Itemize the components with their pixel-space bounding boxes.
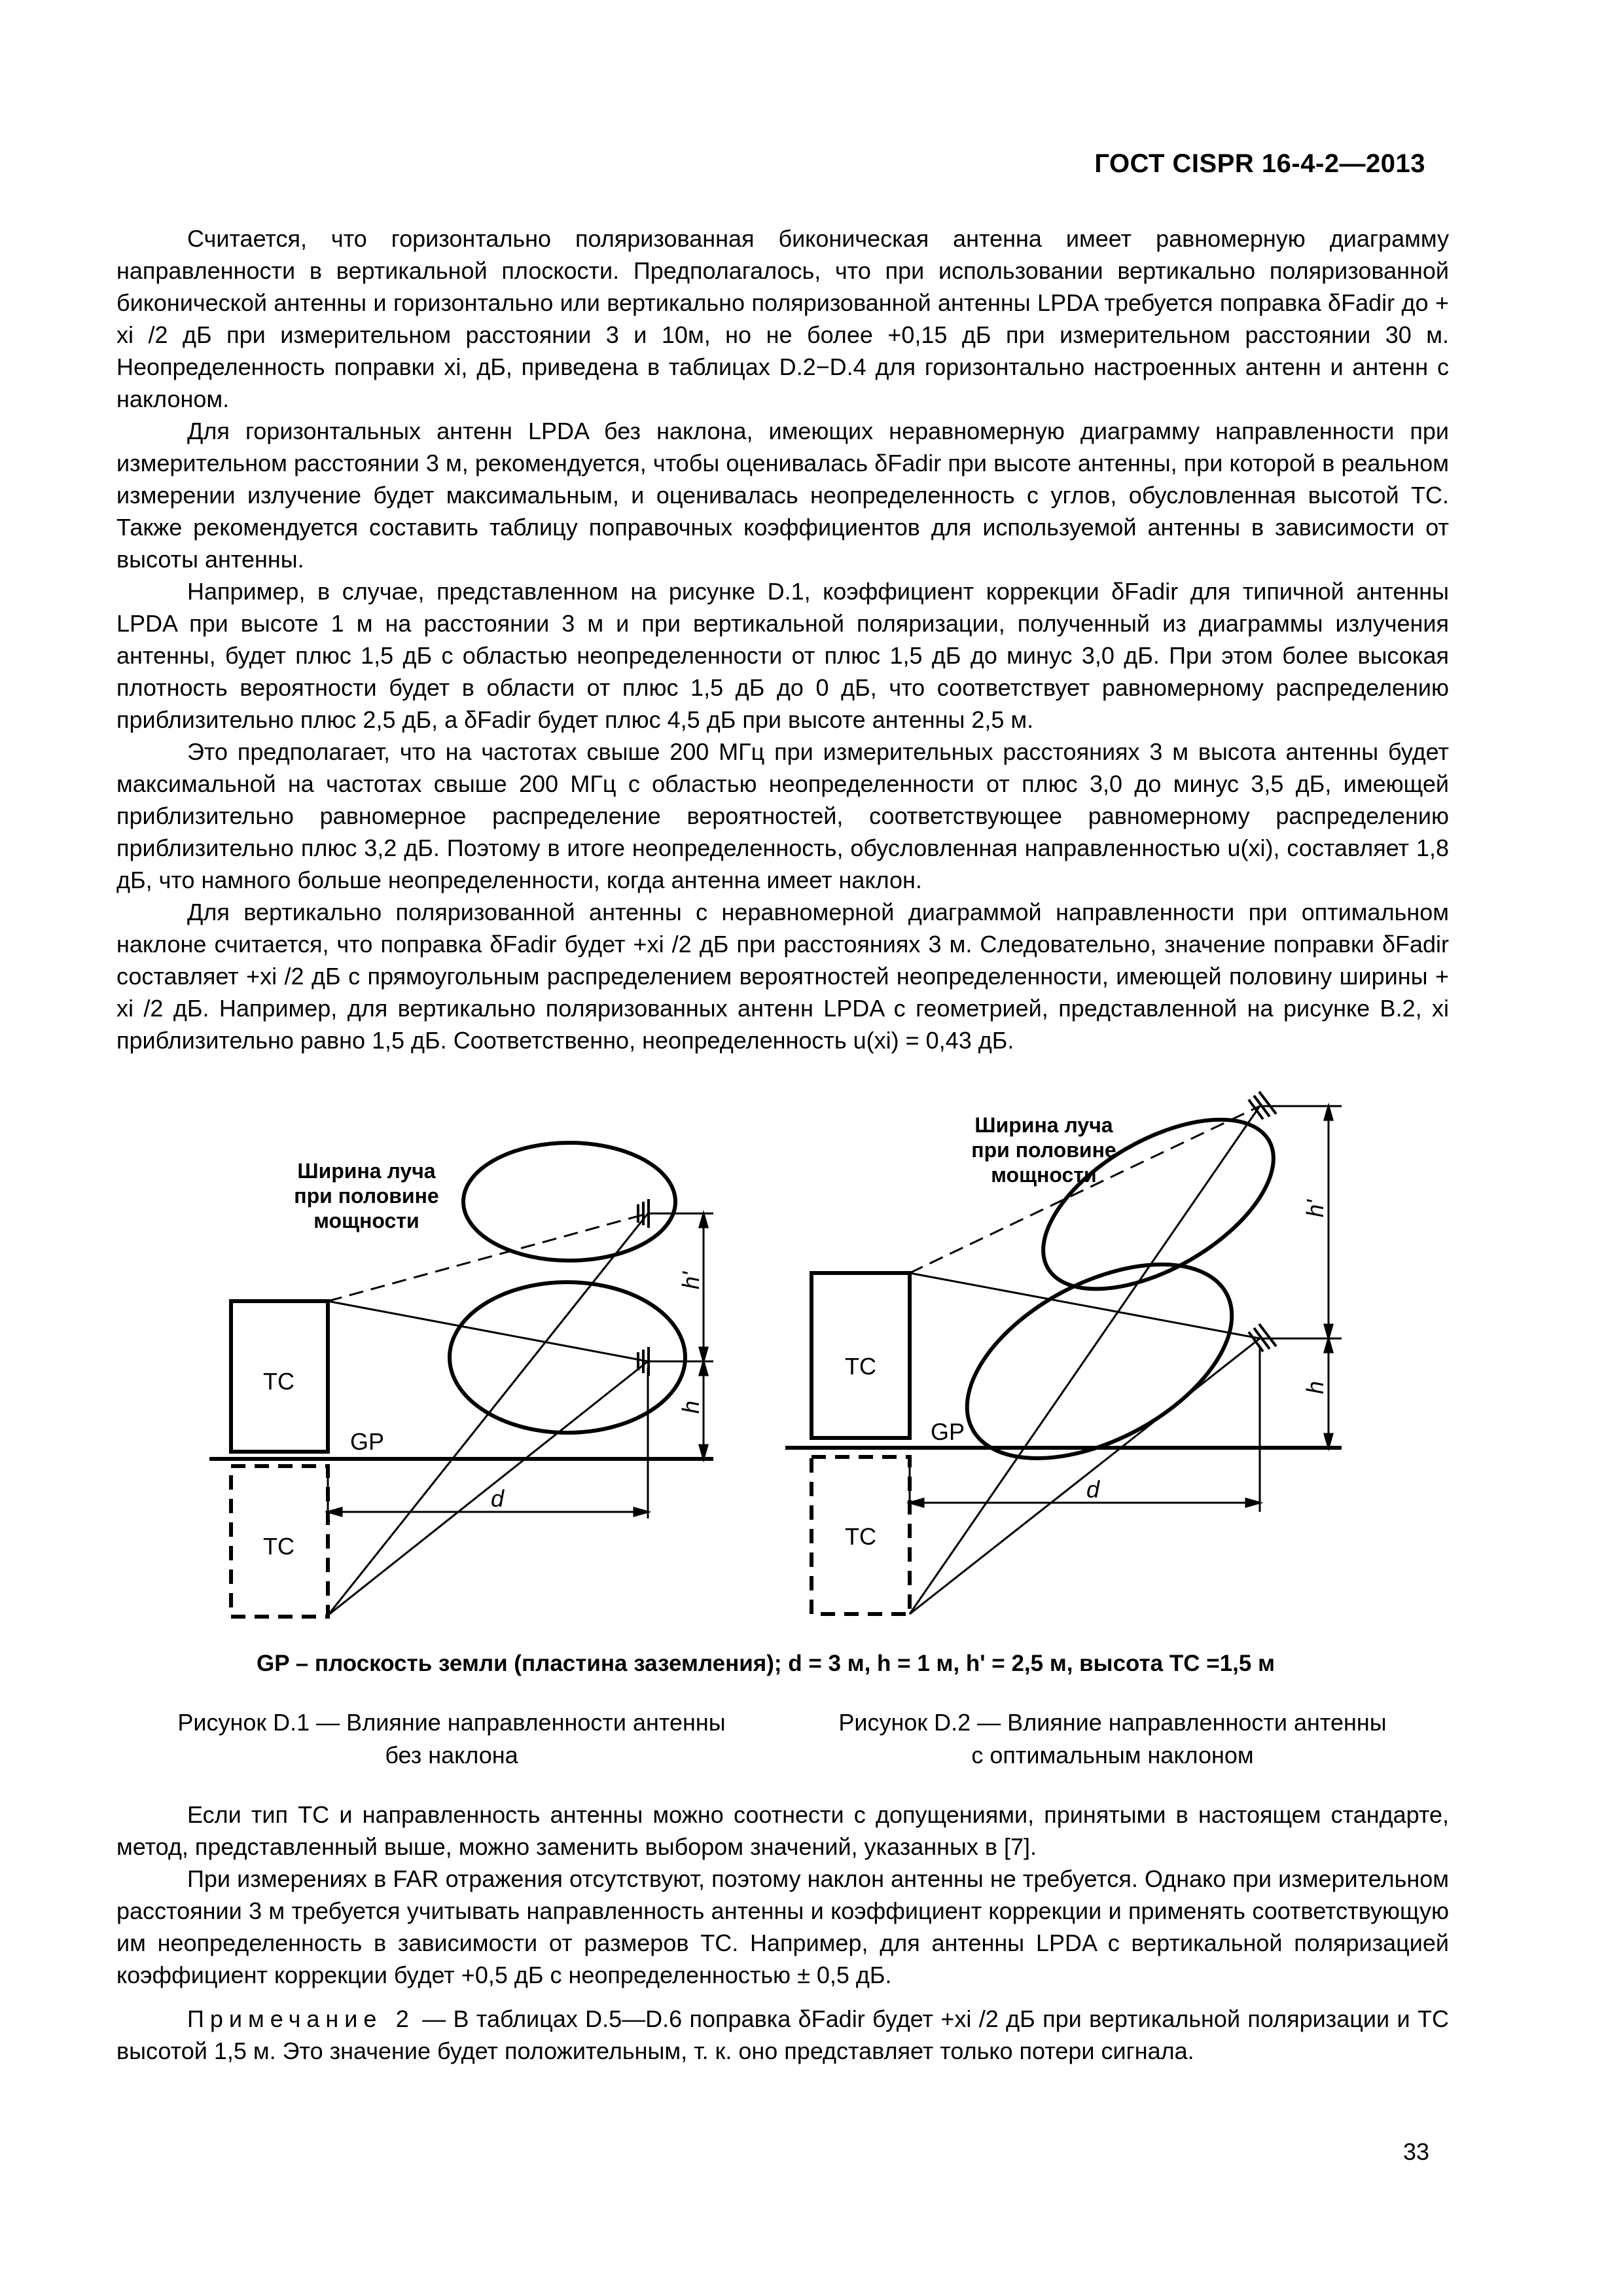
beam-width-label-2-line1: Ширина луча xyxy=(974,1113,1113,1137)
note-text: — В таблицах D.5—D.6 поправка δFadir будет +xi /2 дБ при вертикальной поляризации и ТС высотой 1,5 м. Это значение будет положительным, т. к. оно представляет только потери сигнала. xyxy=(116,2005,1449,2064)
h-label: h xyxy=(677,1400,704,1414)
d-label: d xyxy=(491,1485,505,1512)
figure-d1-caption xyxy=(124,1706,779,1772)
paragraph-2: Для горизонтальных антенн LPDA без наклона, имеющих неравномерную диаграмму направленности при измерительном расстоянии 3 м, рекомендуется, чтобы оценивалась δFadir при высоте антенны, при которой в реальном измерении излучение будет максимальным, и оценивалась неопределенность с углов, обусловленная высотой ТС. Также рекомендуется составить таблицу поправочных коэффициентов для используемой антенны в зависимости от высоты антенны. xyxy=(116,418,1449,573)
figure-d2-lines xyxy=(910,1092,1342,1614)
note-paragraph xyxy=(116,2003,1449,2067)
paragraph-3: Например, в случае, представленном на рисунке D.1, коэффициент коррекции δFadir для типичной антенны LPDA при высоте 1 м на расстоянии 3 м и при вертикальной поляризации, полученный из диаграммы излучения антенны, будет плюс 1,5 дБ с областью неопределенности от плюс 1,5 дБ до минус 3,0 дБ. При этом более высокая плотность вероятности будет в области от плюс 1,5 дБ до 0 дБ, что соответствует равномерному распределению приблизительно плюс 2,5 дБ, а δFadir будет плюс 4,5 дБ при высоте антенны 2,5 м. xyxy=(116,578,1449,733)
beam-width-label-2-line2: при половине xyxy=(971,1138,1116,1162)
document-header: ГОСТ CISPR 16-4-2—2013 xyxy=(1094,149,1425,178)
paragraph-1: Считается, что горизонтально поляризованная биконическая антенна имеет равномерную диаграмму направленности в вертикальной плоскости. Предполагалось, что при использовании вертикально поляризованной биконической антенны и горизонтально или вертикально поляризованной антенны LPDA требуется поправка δFadir до + xi /2 дБ при измерительном расстоянии 3 и 10м, но не более +0,15 дБ при измерительном расстоянии 30 м. Неопределенность поправки xi, дБ, приведена в таблицах D.2−D.4 для горизонтально настроенных антенн и антенн с наклоном. xyxy=(116,225,1449,412)
figure-d1-caption-line2: без наклона xyxy=(385,1742,518,1768)
body-text-bottom xyxy=(116,1799,1449,2067)
tc-label-2: ТС xyxy=(845,1353,876,1380)
paragraph-5: Для вертикально поляризованной антенны с неравномерной диаграммой направленности при оптимальном наклоне считается, что поправка δFadir будет +xi /2 дБ при расстояниях 3 м. Следовательно, значение поправки δFadir составляет +xi /2 дБ с прямоугольным распределением вероятностей неопределенности, имеющей половину ширины + xi /2 дБ. Например, для вертикально поляризованных антенн LPDA с геометрией, представленной на рисунке B.2, xi приблизительно равно 1,5 дБ. Соответственно, неопределенность u(xi) = 0,43 дБ. xyxy=(116,899,1449,1054)
tc-image-label-2: ТС xyxy=(845,1523,876,1550)
gp-label-2: GP xyxy=(931,1418,965,1445)
figure-d2-caption-line1: Рисунок D.2 — Влияние направленности антенны xyxy=(838,1709,1387,1736)
hprime-label-2: h' xyxy=(1302,1200,1329,1217)
beam-lobe-lower-2 xyxy=(935,1225,1263,1498)
note-label: Примечание 2 xyxy=(187,2005,415,2032)
page-number: 33 xyxy=(1402,2138,1429,2165)
beam-width-label-line1: Ширина луча xyxy=(297,1159,436,1183)
figure-legend: GP – плоскость земли (пластина заземления); d = 3 м, h = 1 м, h' = 2,5 м, высота ТС =1,5 м xyxy=(257,1651,1275,1676)
paragraph-7: При измерениях в FAR отражения отсутствуют, поэтому наклон антенны не требуется. Однако при измерительном расстоянии 3 м требуется учитывать направленность антенны и коэффициент коррекции и применять соответствующую им неопределенность в зависимости от размеров ТС. Например, для антенны LPDA с вертикальной поляризацией коэффициент коррекции будет +0,5 дБ с неопределенностью ± 0,5 дБ. xyxy=(116,1865,1449,1988)
d-label-2: d xyxy=(1086,1476,1100,1503)
body-text-top xyxy=(116,223,1449,1056)
figure-d1-caption-line1: Рисунок D.1 — Влияние направленности антенны xyxy=(177,1709,726,1736)
h-label-2: h xyxy=(1302,1380,1329,1394)
paragraph-4: Это предполагает, что на частотах свыше 200 МГц при измерительных расстояниях 3 м высота антенны будет максимальной на частотах свыше 200 МГц с областью неопределенности от плюс 3,0 до минус 3,5 дБ, имеющей приблизительно равномерное распределение вероятностей, соответствующее равномерному распределению приблизительно плюс 3,2 дБ. Поэтому в итоге неопределенность, обусловленная направленностью u(xi), составляет 1,8 дБ, что намного больше неопределенности, когда антенна имеет наклон. xyxy=(116,738,1449,893)
tc-image-label: ТС xyxy=(263,1533,294,1560)
figure-d2-caption-line2: с оптимальным наклоном xyxy=(971,1742,1254,1768)
tc-label: ТС xyxy=(263,1368,294,1395)
gp-label: GP xyxy=(350,1428,385,1455)
beam-width-label-line3: мощности xyxy=(313,1209,419,1232)
figure-d2-caption xyxy=(785,1706,1440,1772)
paragraph-6: Если тип ТС и направленность антенны можно соотнести с допущениями, принятыми в настоящем стандарте, метод, представленный выше, можно заменить выбором значений, указанных в [7]. xyxy=(116,1801,1449,1860)
beam-width-label-line2: при половине xyxy=(294,1184,439,1208)
hprime-label: h' xyxy=(677,1272,704,1289)
beam-width-label-2-line3: мощности xyxy=(991,1163,1097,1187)
antenna-directivity-figures xyxy=(190,1073,1374,1636)
